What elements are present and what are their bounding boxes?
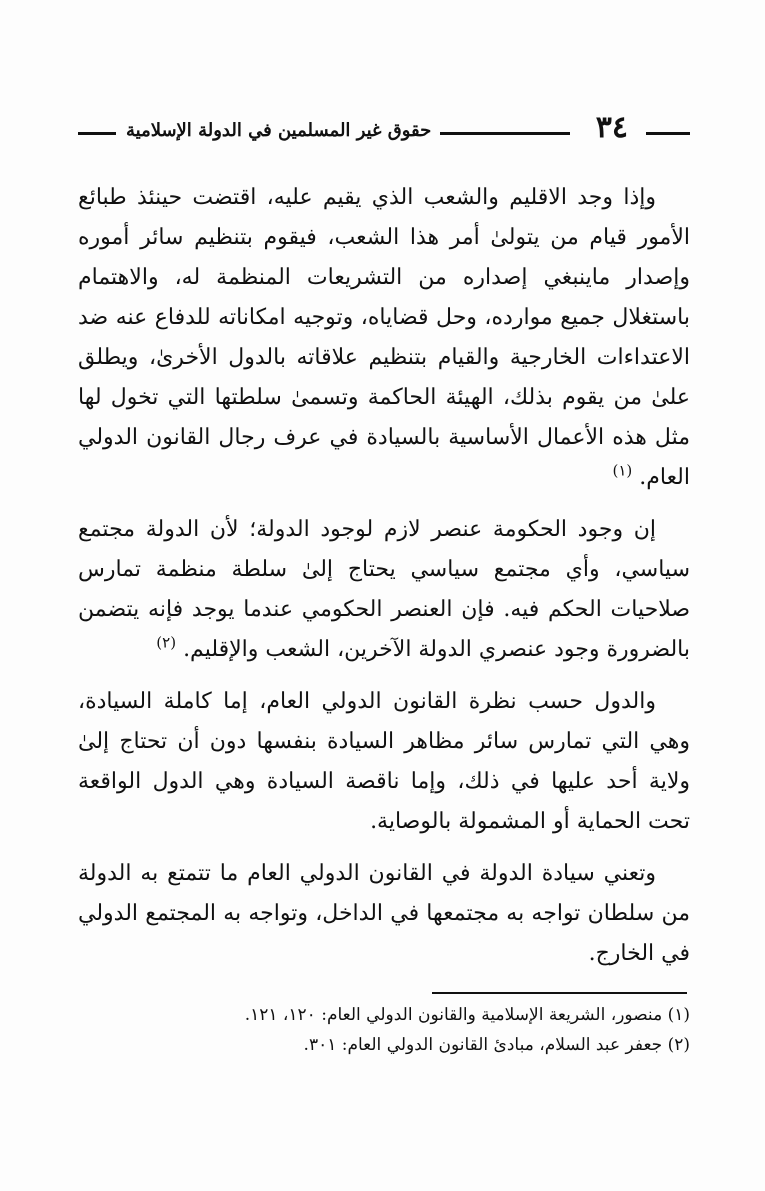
paragraph (78, 682, 690, 842)
header-rule-right (646, 132, 690, 135)
header-rule-middle (440, 132, 570, 135)
paragraph-text: إن وجود الحكومة عنصر لازم لوجود الدولة؛ لأن الدولة مجتمع سياسي، وأي مجتمع سياسي يحتاج إلىٰ سلطة منظمة تمارس صلاحيات الحكم فيه. فإن العنصر الحكومي عندما يوجد فإنه يتضمن بالضرورة وجود عنصري الدولة الآخرين، الشعب والإقليم. (78, 517, 690, 662)
page-number: ٣٤ (595, 110, 628, 145)
paragraph-text: والدول حسب نظرة القانون الدولي العام، إما كاملة السيادة، وهي التي تمارس سائر مظاهر السيادة بنفسها دون أن تحتاج إلىٰ ولاية أحد عليها في ذلك، وإما ناقصة السيادة وهي الدول الواقعة تحت الحماية أو المشمولة بالوصاية. (78, 689, 690, 834)
paragraph (78, 854, 690, 974)
running-title: حقوق غير المسلمين في الدولة الإسلامية (126, 120, 432, 141)
footnotes (78, 1000, 690, 1060)
page-header (78, 108, 690, 148)
footnote-1: (١) منصور، الشريعة الإسلامية والقانون الدولي العام: ١٢٠، ١٢١. (244, 1005, 690, 1025)
footnote-ref-2: (٢) (156, 633, 177, 652)
paragraph-text: وتعني سيادة الدولة في القانون الدولي العام ما تتمتع به الدولة من سلطان تواجه به مجتمعها في الداخل، وتواجه به المجتمع الدولي في الخارج. (78, 861, 690, 966)
footnote-2: (٢) جعفر عبد السلام، مبادئ القانون الدولي العام: ٣٠١. (303, 1035, 690, 1055)
footnote-separator (432, 992, 687, 994)
paragraph (78, 510, 690, 670)
header-rule-left (78, 132, 116, 135)
paragraph-text: وإذا وجد الاقليم والشعب الذي يقيم عليه، اقتضت حينئذ طبائع الأمور قيام من يتولىٰ أمر هذا الشعب، فيقوم بتنظيم سائر أموره وإصدار ماينبغي إصداره من التشريعات المنظمة له، والاهتمام باستغلال جميع موارده، وحل قضاياه، وتوجيه امكاناته للدفاع عنه ضد الاعتداءات الخارجية والقيام بتنظيم علاقاته بالدول الأخرىٰ، ويطلق علىٰ من يقوم بذلك، الهيئة الحاكمة وتسمىٰ سلطتها التي تخول لها مثل هذه الأعمال الأساسية بالسيادة في عرف رجال القانون الدولي العام. (78, 185, 690, 490)
paragraph (78, 178, 690, 498)
main-text (78, 178, 690, 986)
footnote-ref-1: (١) (612, 461, 633, 480)
